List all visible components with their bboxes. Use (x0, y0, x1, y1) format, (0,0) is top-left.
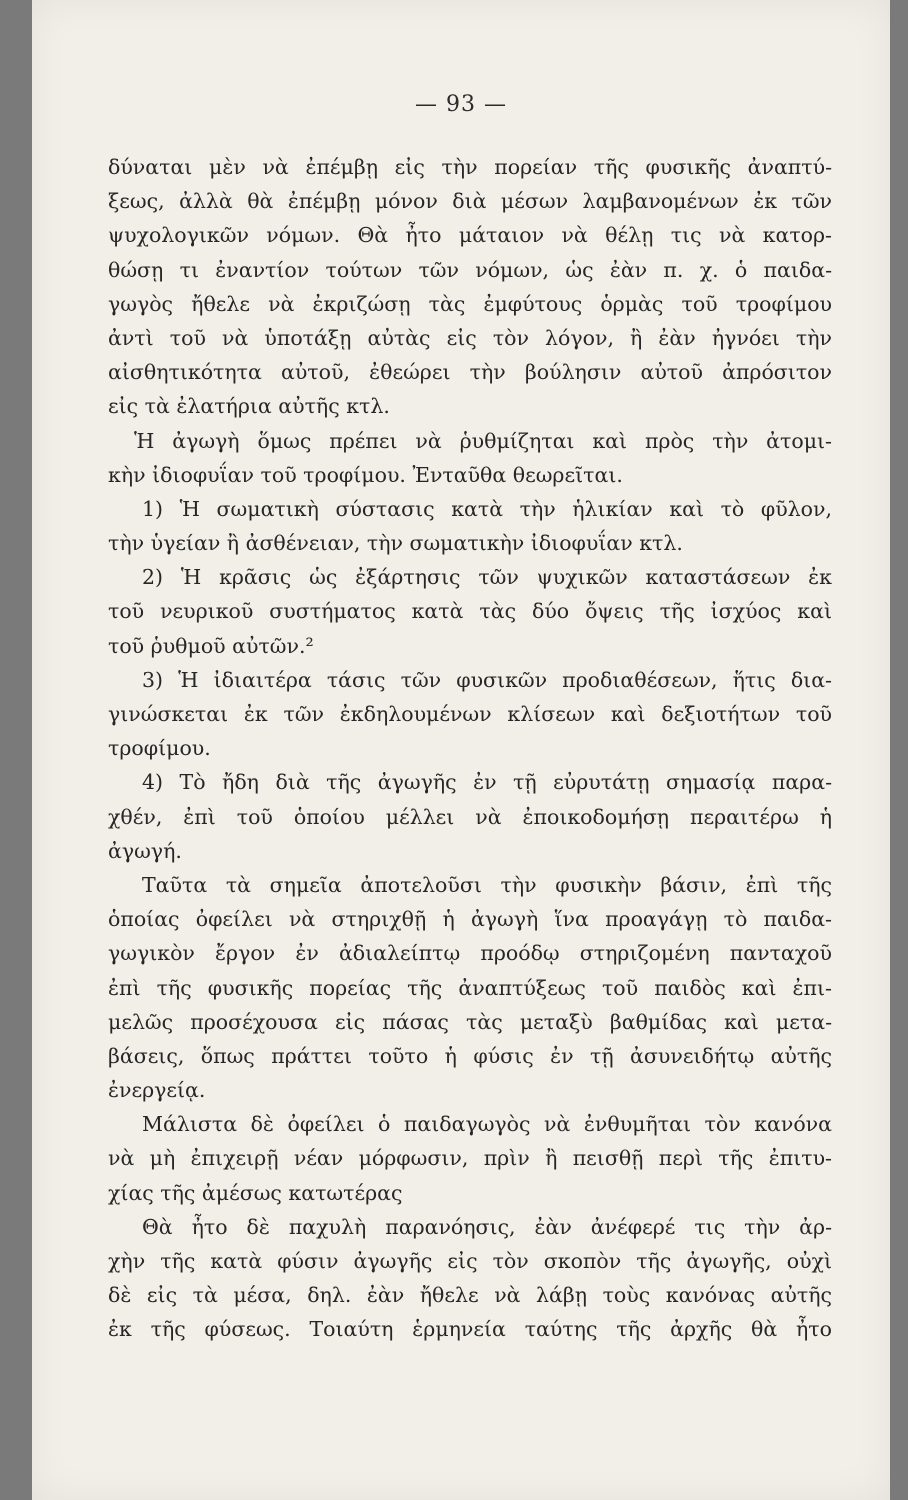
text-line: χίας τῆς ἀμέσως κατωτέρας (108, 1180, 403, 1205)
text-line: χθέν, ἐπὶ τοῦ ὁποίου μέλλει νὰ ἐποικοδομήσῃ περαιτέρω ἡ (108, 804, 832, 829)
text-line: τροφίμου. (108, 736, 211, 761)
text-line: Ἡ ἀγωγὴ ὅμως πρέπει νὰ ῥυθμίζηται καὶ πρὸς τὴν ἀτομι- (134, 428, 832, 453)
text-line: νὰ μὴ ἐπιχειρῇ νέαν μόρφωσιν, πρὶν ἢ πεισθῇ περὶ τῆς ἐπιτυ- (108, 1146, 832, 1171)
text-line: αἰσθητικότητα αὐτοῦ, ἐθεώρει τὴν βούλησιν αὐτοῦ ἀπρόσιτον (108, 360, 832, 385)
body-text (108, 150, 832, 1347)
text-line: γωγὸς ἤθελε νὰ ἐκριζώσῃ τὰς ἐμφύτους ὁρμὰς τοῦ τροφίμου (108, 291, 832, 316)
text-line: ἐκ τῆς φύσεως. Τοιαύτη ἑρμηνεία ταύτης τῆς ἀρχῆς θὰ ἦτο (108, 1317, 832, 1342)
text-line: τοῦ ῥυθμοῦ αὐτῶν.² (108, 633, 314, 658)
text-line: κὴν ἰδιοφυΐαν τοῦ τροφίμου. Ἐνταῦθα θεωρεῖται. (108, 462, 623, 487)
text-line: 4) Τὸ ἤδη διὰ τῆς ἀγωγῆς ἐν τῇ εὐρυτάτῃ σημασίᾳ παρα- (142, 770, 832, 795)
text-line: ξεως, ἀλλὰ θὰ ἐπέμβῃ μόνον διὰ μέσων λαμβανομένων ἐκ τῶν (108, 189, 832, 214)
text-line: γινώσκεται ἐκ τῶν ἐκδηλουμένων κλίσεων καὶ δεξιοτήτων τοῦ (108, 702, 832, 726)
page-number: — 93 — (415, 92, 507, 117)
text-line: ψυχολογικῶν νόμων. Θὰ ἦτο μάταιον νὰ θέλῃ τις νὰ κατορ- (108, 223, 832, 248)
text-line: χὴν τῆς κατὰ φύσιν ἀγωγῆς εἰς τὸν σκοπὸν τῆς ἀγωγῆς, οὐχὶ (108, 1249, 832, 1273)
text-line: Μάλιστα δὲ ὀφείλει ὁ παιδαγωγὸς νὰ ἐνθυμῆται τὸν κανόνα (142, 1112, 832, 1137)
text-line: θώσῃ τι ἐναντίον τούτων τῶν νόμων, ὡς ἐὰν π. χ. ὁ παιδα- (108, 257, 832, 282)
text-line: δὲ εἰς τὰ μέσα, δηλ. ἐὰν ἤθελε νὰ λάβῃ τοὺς κανόνας αὐτῆς (108, 1283, 832, 1308)
book-page (32, 0, 890, 1500)
text-line: 3) Ἡ ἰδιαιτέρα τάσις τῶν φυσικῶν προδιαθέσεων, ἥτις δια- (142, 667, 832, 692)
text-line: τοῦ νευρικοῦ συστήματος κατὰ τὰς δύο ὄψεις τῆς ἰσχύος καὶ (108, 599, 832, 624)
text-line: βάσεις, ὅπως πράττει τοῦτο ἡ φύσις ἐν τῇ ἀσυνειδήτῳ αὐτῆς (108, 1043, 832, 1068)
text-line: δύναται μὲν νὰ ἐπέμβῃ εἰς τὴν πορείαν τῆς φυσικῆς ἀναπτύ- (108, 155, 832, 179)
text-line: τὴν ὑγείαν ἢ ἀσθένειαν, τὴν σωματικὴν ἰδιοφυΐαν κτλ. (108, 531, 683, 556)
text-line: Ταῦτα τὰ σημεῖα ἀποτελοῦσι τὴν φυσικὴν βάσιν, ἐπὶ τῆς (142, 872, 832, 897)
text-line: γωγικὸν ἔργον ἐν ἀδιαλείπτῳ προόδῳ στηριζομένη πανταχοῦ (108, 941, 832, 966)
text-line: ἀντὶ τοῦ νὰ ὑποτάξῃ αὐτὰς εἰς τὸν λόγον, ἢ ἐὰν ἠγνόει τὴν (108, 325, 832, 350)
text-line: εἰς τὰ ἐλατήρια αὐτῆς κτλ. (108, 394, 390, 419)
text-line: ὁποίας ὀφείλει νὰ στηριχθῇ ἡ ἀγωγὴ ἵνα προαγάγῃ τὸ παιδα- (108, 907, 832, 932)
text-line: ἐνεργείᾳ. (108, 1078, 206, 1103)
text-line: ἀγωγή. (108, 838, 182, 863)
text-line: Θὰ ἦτο δὲ παχυλὴ παρανόησις, ἐὰν ἀνέφερέ τις τὴν ἀρ- (142, 1214, 832, 1239)
text-line: ἐπὶ τῆς φυσικῆς πορείας τῆς ἀναπτύξεως τοῦ παιδὸς καὶ ἐπι- (108, 975, 832, 1000)
text-line: μελῶς προσέχουσα εἰς πάσας τὰς μεταξὺ βαθμίδας καὶ μετα- (108, 1009, 832, 1034)
text-line: 1) Ἡ σωματικὴ σύστασις κατὰ τὴν ἡλικίαν καὶ τὸ φῦλον, (142, 496, 832, 521)
text-line: 2) Ἡ κρᾶσις ὡς ἐξάρτησις τῶν ψυχικῶν καταστάσεων ἐκ (142, 565, 832, 590)
